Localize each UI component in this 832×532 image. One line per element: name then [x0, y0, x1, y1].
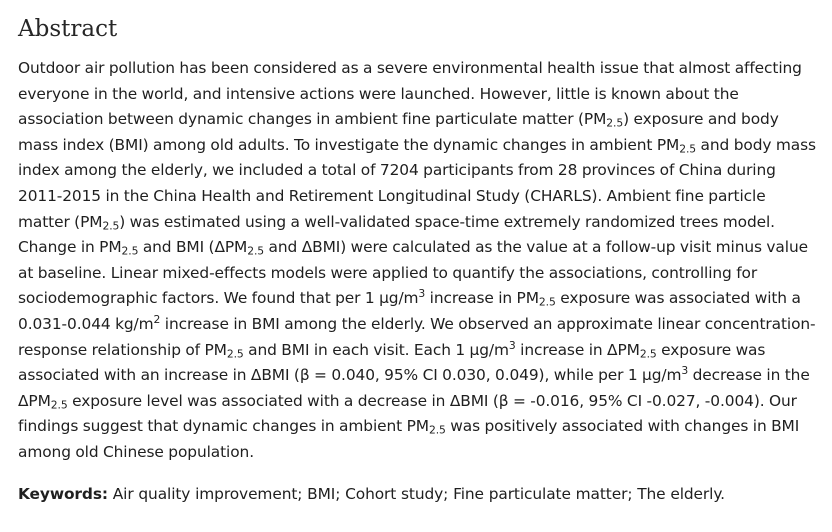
keywords-line [18, 482, 818, 506]
abstract-segment: and BMI (ΔPM [138, 238, 248, 257]
subscript: 2.5 [247, 244, 265, 258]
abstract-segment: and ΔBMI) were calculated as the value at a follow-up visit minus value at baseline. Linear mixed-effects models were applied to quantify the associations, controlling for sociodemographic factors. We found that per 1 μg/m [18, 238, 808, 308]
superscript: 2 [153, 313, 161, 327]
abstract-segment: ) exposure and body mass index (BMI) among old adults. To investigate the dynamic changes in ambient PM [18, 110, 779, 154]
abstract-segment: exposure level was associated with a decrease in ΔBMI (β = -0.016, 95% CI -0.027, -0.004). Our findings suggest that dynamic changes in ambient PM [18, 391, 797, 436]
abstract-segment: Outdoor air pollution has been considered as a severe environmental health issue that almost affecting everyone in the world, and intensive actions were launched. However, little is known about the association between dynamic changes in ambient fine particulate matter (PM [18, 59, 802, 129]
subscript: 2.5 [121, 244, 139, 258]
subscript: 2.5 [102, 219, 120, 233]
abstract-segment: increase in ΔPM [515, 340, 640, 359]
superscript: 3 [681, 364, 689, 378]
abstract-heading: Abstract [18, 16, 118, 42]
abstract-segment: decrease in the ΔPM [18, 366, 810, 410]
subscript: 2.5 [538, 296, 556, 310]
subscript: 2.5 [226, 347, 244, 361]
abstract-segment: was positively associated with changes in BMI among old Chinese population. [18, 417, 800, 461]
keywords-list: Air quality improvement; BMI; Cohort study; Fine particulate matter; The elderly. [107, 484, 725, 503]
abstract-segment: increase in PM [425, 289, 539, 308]
abstract-segment: ) was estimated using a well-validated space-time extremely randomized trees model. Change in PM [18, 212, 775, 257]
abstract-segment: exposure was associated with an increase in ΔBMI (β = 0.040, 95% CI 0.030, 0.049), while per 1 μg/m [18, 340, 766, 385]
abstract-segment: increase in BMI among the elderly. We observed an approximate linear concentration-response relationship of PM [18, 314, 816, 359]
abstract-segment: exposure was associated with a 0.031-0.044 kg/m [18, 289, 801, 333]
abstract-segment: and BMI in each visit. Each 1 μg/m [243, 340, 509, 359]
subscript: 2.5 [428, 424, 446, 437]
abstract-segment: and body mass index among the elderly, we included a total of 7204 participants from 28 provinces of China during 2011-2015 in the China Health and Retirement Longitudinal Study (CHARLS). Ambient fine particle matter (PM [18, 135, 816, 231]
subscript: 2.5 [639, 347, 657, 361]
subscript: 2.5 [50, 398, 68, 412]
subscript: 2.5 [679, 142, 697, 156]
subscript: 2.5 [606, 116, 624, 130]
superscript: 3 [418, 287, 426, 301]
keywords-label: Keywords: [18, 484, 108, 503]
superscript: 3 [508, 338, 516, 352]
abstract-text [18, 56, 818, 466]
